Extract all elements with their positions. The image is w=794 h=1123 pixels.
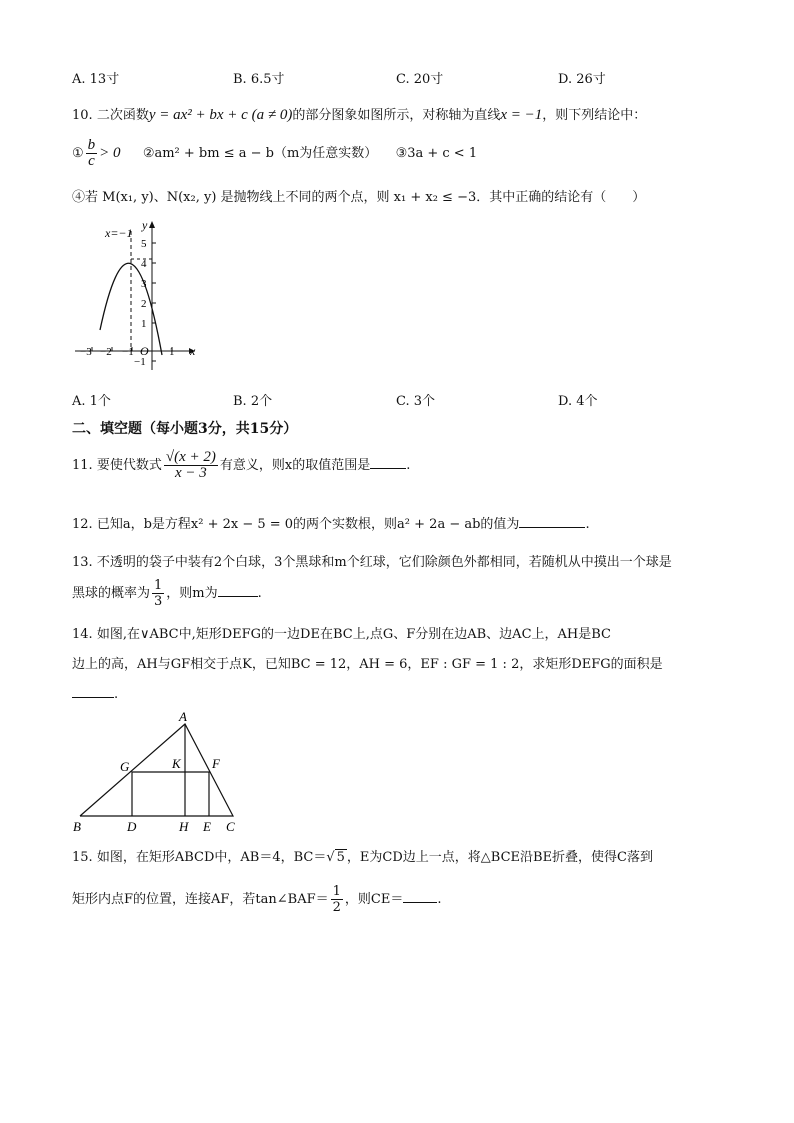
label-b: B — [73, 819, 81, 834]
label-d: D — [127, 819, 137, 834]
q10-c2: ②am² + bm ≤ a − b（m为任意实数） — [142, 146, 378, 161]
label-c: C — [226, 819, 235, 834]
q12-answer-blank[interactable] — [519, 515, 585, 528]
triangle-abc — [80, 724, 233, 816]
q15-answer-blank[interactable] — [403, 890, 437, 903]
x-axis-label: x — [190, 344, 196, 358]
q12-end: . — [585, 517, 590, 532]
q15-sqrt-value: 5 — [336, 850, 345, 865]
q10-c4: ④若 M(x₁, y)、N(x₂, y) 是抛物线上不同的两个点，则 x₁ + x₂ ≤ −3．其中正确的结论有（ ） — [72, 190, 646, 205]
q14-triangle-figure — [68, 708, 248, 836]
y-tick-neg1: −1 — [134, 356, 146, 368]
q15-line2-pre: 矩形内点F的位置，连接AF，若tan∠BAF＝ — [72, 892, 329, 907]
q10-axis-eq: x = −1 — [500, 107, 543, 123]
q9-option-b: B. 6.5寸 — [233, 72, 285, 87]
q11-frac-den: x − 3 — [174, 465, 207, 481]
q13-line1-text: 不透明的袋子中装有2个白球，3个黑球和m个红球，它们除颜色外都相同，若随机从中摸出一个球是 — [96, 555, 672, 570]
q13-end: . — [257, 586, 262, 601]
label-k: K — [172, 756, 181, 771]
q11-frac-num: √(x + 2) — [165, 449, 216, 465]
q11 — [72, 450, 410, 481]
q15-fraction — [331, 884, 343, 915]
q10-c1-num: b — [87, 137, 96, 153]
origin-label: O — [140, 344, 149, 358]
label-f: F — [212, 756, 220, 771]
q14-number: 14. — [72, 627, 93, 642]
q15-number: 15. — [72, 850, 93, 865]
q14-answer-blank[interactable] — [72, 685, 114, 698]
q15-end: . — [437, 892, 442, 907]
q11-fraction — [164, 450, 218, 481]
label-a: A — [179, 709, 187, 724]
q15-sqrt: √ 5 — [326, 850, 345, 865]
q10-c1-den: c — [88, 153, 95, 169]
q10-number: 10. — [72, 108, 93, 123]
q13-line2-post: ，则m为 — [166, 586, 218, 601]
q10-stem-pre: 二次函数 — [96, 108, 149, 123]
q13-answer-blank[interactable] — [218, 584, 258, 597]
q10-equation: y = ax² + bx + c (a ≠ 0) — [148, 107, 293, 123]
q13-line1 — [72, 551, 672, 570]
q10-stem-post: 的部分图象如图所示，对称轴为直线 — [292, 108, 501, 123]
q10-stem-end: ，则下列结论中： — [542, 108, 647, 123]
y-tick-5: 5 — [141, 238, 147, 250]
q14-line3 — [72, 685, 118, 702]
axis-annotation: x=−1 — [105, 226, 133, 240]
q11-end: . — [406, 458, 411, 473]
q11-answer-blank[interactable] — [370, 456, 406, 469]
q13-frac-num: 1 — [154, 578, 163, 593]
q15-frac-num: 1 — [332, 884, 341, 899]
label-h: H — [179, 819, 189, 834]
q10-option-d: D. 4个 — [558, 394, 598, 409]
q15-line2 — [72, 884, 442, 915]
q11-pre: 要使代数式 — [96, 458, 162, 473]
q10-stem — [72, 104, 646, 124]
q13-line2-pre: 黑球的概率为 — [72, 586, 151, 601]
y-tick-3: 3 — [141, 278, 147, 290]
q13-frac-den: 3 — [154, 594, 163, 609]
q10-c1-fraction — [86, 138, 98, 169]
q11-post: 有意义，则x的取值范围是 — [219, 458, 371, 473]
label-g: G — [120, 759, 130, 774]
label-e: E — [203, 819, 211, 834]
y-axis-arrow — [149, 221, 155, 228]
q9-option-d: D. 26寸 — [558, 72, 606, 87]
q10-option-c: C. 3个 — [396, 394, 436, 409]
q14-line1-text: 如图,在∨ABC中,矩形DEFG的一边DE在BC上,点G、F分别在边AB、边AC上，AH是BC — [96, 627, 611, 642]
q9-option-c: C. 20寸 — [396, 72, 444, 87]
q10-c1-rest: > 0 — [99, 145, 121, 161]
y-tick-4: 4 — [141, 258, 147, 270]
q14-end: . — [114, 687, 119, 702]
q13-fraction — [152, 578, 164, 609]
x-tick-neg2: −2 — [100, 346, 112, 358]
q10-c3: ③3a + c < 1 — [395, 146, 478, 161]
q14-line2: 边上的高，AH与GF相交于点K，已知BC = 12，AH = 6，EF : GF = 1 : 2，求矩形DEFG的面积是 — [72, 657, 663, 672]
q10-parabola-graph — [70, 215, 210, 375]
q12-number: 12. — [72, 517, 93, 532]
q15-line1-pre: 如图，在矩形ABCD中，AB＝4，BC＝ — [96, 850, 327, 865]
y-axis-label: y — [142, 218, 148, 232]
q15-line1-post: ，E为CD边上一点，将△BCE沿BE折叠，使得C落到 — [346, 850, 653, 865]
q10-option-a: A. 1个 — [72, 394, 111, 409]
q14-line1 — [72, 623, 611, 642]
q9-option-a: A. 13寸 — [72, 72, 120, 87]
q15-line1 — [72, 846, 653, 865]
x-tick-neg3: −3 — [80, 346, 92, 358]
q13-line2 — [72, 578, 262, 609]
rectangle-defg — [132, 772, 209, 816]
q11-number: 11. — [72, 458, 93, 473]
x-tick-1: 1 — [169, 346, 175, 358]
y-tick-1: 1 — [141, 318, 147, 330]
q12 — [72, 513, 590, 532]
q13-number: 13. — [72, 555, 93, 570]
y-tick-2: 2 — [141, 298, 147, 310]
x-tick-neg1: −1 — [122, 346, 134, 358]
q10-option-b: B. 2个 — [233, 394, 273, 409]
q10-conclusions-row — [72, 138, 477, 169]
q10-c1-mark: ① — [72, 146, 84, 161]
q15-frac-den: 2 — [332, 900, 341, 915]
q15-line2-post: ，则CE＝ — [344, 892, 404, 907]
section-2-title: 二、填空题（每小题3分，共15分） — [72, 421, 298, 437]
q12-text: 已知a，b是方程x² + 2x − 5 = 0的两个实数根，则a² + 2a − ab的值为 — [96, 517, 520, 532]
